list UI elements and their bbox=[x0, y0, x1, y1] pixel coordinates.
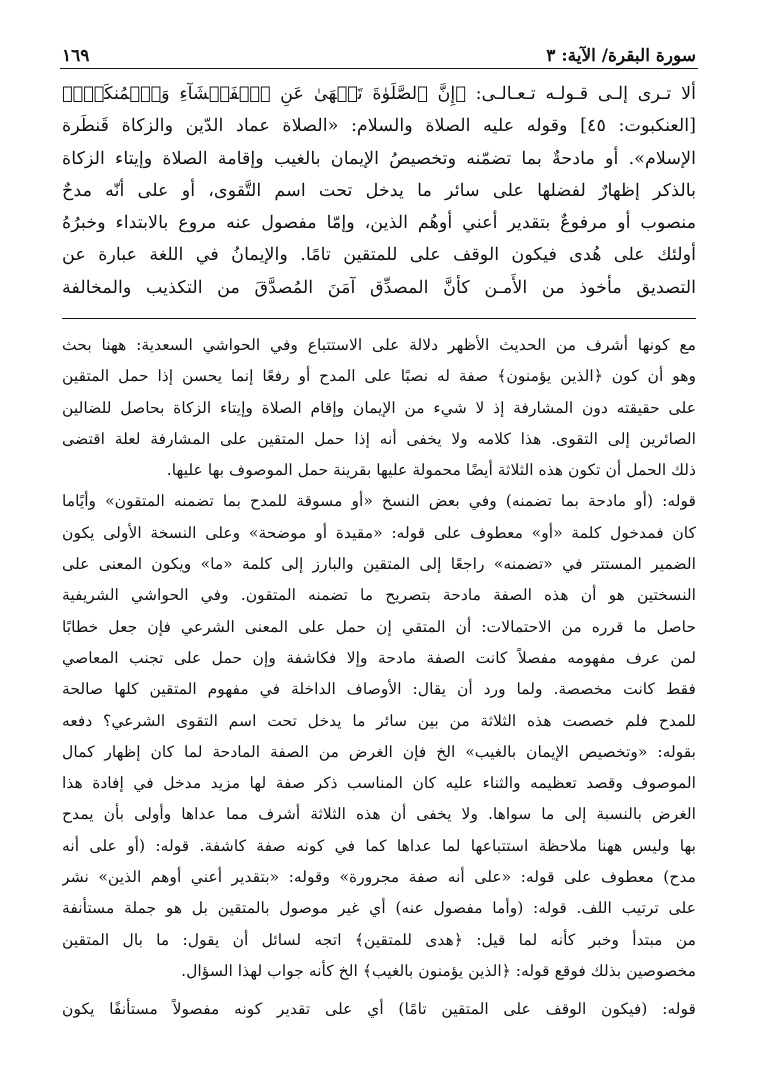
running-title: سورة البقرة/ الآية: ٣ bbox=[546, 46, 696, 66]
main-line: بالذكر إظهارٌ لفضلها على سائر ما يدخل تحت اسم التَّقوى، أو على أنّه مدحٌ bbox=[62, 180, 696, 201]
commentary-line: الموصوف وقصد تعظيمه والثناء عليه كان المناسب ذكر صفة لها مزيد مدخل في إفادة هذا bbox=[62, 774, 696, 793]
commentary-line: بقوله: «وتخصيص الإيمان بالغيب» الخ فإن الغرض من الصفة المادحة لما كان إظهار كمال bbox=[62, 742, 696, 761]
commentary-line: للمدح فلم خصصت هذه الثلاثة من بين سائر ما يدخل تحت اسم التقوى الشرعي؟ دفعه bbox=[62, 711, 696, 730]
commentary-line: كان فمدخول كلمة «أو» معطوف على قوله: «مقيدة أو موضحة» وعلى النسخة الأولى يكون bbox=[62, 523, 696, 542]
commentary-line: وهو أن كون ﴿الذين يؤمنون﴾ صفة له نصبًا على المدح أو رفعًا إنما يحسن إذا حمل المتقين bbox=[62, 367, 696, 386]
main-line: [العنكبوت: ٤٥] وقوله عليه الصلاة والسلام: «الصلاة عماد الدّين والزكاة قَنطَرة bbox=[62, 116, 696, 137]
main-text bbox=[62, 78, 696, 304]
commentary-line: مع كونها أشرف من الحديث الأظهر دلالة على الاستتباع وفي الحواشي السعدية: ههنا بحث bbox=[62, 336, 696, 354]
main-line: منصوب أو مرفوعٌ بتقدير أعني أوهُم الذين، وإمّا مفصول عنه مروع بالابتداء وخبرُهُ bbox=[62, 213, 696, 234]
commentary-line: لمن عرف مفهومه مفصلاً كانت الصفة مادحة وإلا فكاشفة وإن حمل على تجنب المعاصي bbox=[62, 648, 696, 667]
commentary-line: حاصل ما قرره من الاحتمالات: أن المتقي إن حمل على المعنى الشرعي فإن جعل خطابًا bbox=[62, 617, 696, 636]
main-line: التصديق مأخوذ من الأَمـن كأنَّ المصدِّق آمَنَ المُصدَّقَ من التكذيب والمخالفة bbox=[62, 277, 696, 298]
main-line: أولئك على هُدى فيكون الوقف على للمتقين تامًا. والإيمانُ في اللغة عبارة عن bbox=[62, 245, 696, 266]
commentary-line: ذلك الحمل أن تكون هذه الثلاثة أيضًا محمولة عليها بقرينة حمل الموصوف بها عليها. bbox=[166, 461, 696, 480]
commentary-line: مخصوصين بذلك فوقع قوله: ﴿الذين يؤمنون بالغيب﴾ الخ كأنه جواب لهذا السؤال. bbox=[181, 961, 696, 980]
footnote-divider bbox=[62, 318, 696, 319]
commentary-line: الصائرين إلى التقوى. هذا كلامه ولا يخفى أنه إذا حمل المتقين على المشارفة لعلة اقتضى bbox=[62, 429, 696, 448]
commentary-line: على حقيقته دون المشارفة إذ لا شيء من الإيمان وإقام الصلاة وإيتاء الزكاة بحاصل للضالين bbox=[62, 398, 696, 417]
header-rule bbox=[60, 68, 698, 69]
commentary-line: على ترتيب اللف. قوله: (وأما مفصول عنه) أي غير موصول بالمتقين بل هو جملة مستأنفة bbox=[62, 899, 696, 918]
commentary-line: من مبتدأ وخبر كأنه لما قيل: ﴿هدى للمتقين﴾ اتجه لسائل أن يقول: ما بال المتقين bbox=[62, 930, 696, 949]
commentary-text bbox=[62, 330, 696, 987]
commentary-line: بها وليس ههنا ملاحظة استتباعها لما عداها كما في كونه صفة كاشفة. قوله: (أو على أنه bbox=[62, 836, 696, 855]
main-line: الإسلام». أو مادحةٌ بما تضمّنه وتخصيصُ الإيمان بالغيب وإقامة الصلاة وإيتاء الزكاة bbox=[62, 148, 696, 169]
commentary-line: الغرض بالنسبة إلى ما سواها. ولا يخفى أن هذه الثلاثة أشرف مما عداها وأولى بأن يمدح bbox=[62, 805, 696, 824]
commentary-line: النسختين هو أن هذه الصفة مادحة بتصريح ما تضمنه المتقون. وفي الحواشي الشريفية bbox=[62, 586, 696, 605]
commentary-line: فقط كانت مخصصة. ولما ورد أن يقال: الأوصاف الداخلة في مفهوم المتقين كلها صالحة bbox=[62, 680, 696, 699]
commentary-line: قوله: (أو مادحة بما تضمنه) وفي بعض النسخ «أو مسوقة للمدح بما تضمنه المتقون» وأيًاما bbox=[62, 492, 696, 511]
main-line: ألا تـرى إلـى قـولـه تـعـالـى: ﴿إِنَّ ٱلصَّلَوٰةَ تَنۡهَىٰ عَنِ ٱلۡفَحۡشَآءِ وَٱلۡمُنكَرِۗ﴾ bbox=[62, 84, 696, 104]
commentary-final-line: قوله: (فيكون الوقف على المتقين تامًا) أي على تقدير كونه مفصولاً مستأنفًا يكون bbox=[62, 1000, 696, 1018]
commentary-line: مدح) معطوف على قوله: «على أنه صفة مجرورة» وقوله: «بتقدير أعني أوهم الذين» نشر bbox=[62, 868, 696, 887]
page-header bbox=[62, 40, 696, 66]
page-number: ١٦٩ bbox=[62, 46, 90, 66]
commentary-line: الضمير المستتر في «تضمنه» راجعًا إلى المتقين والبارز إلى كلمة «ما» ويكون المعنى على bbox=[62, 555, 696, 574]
